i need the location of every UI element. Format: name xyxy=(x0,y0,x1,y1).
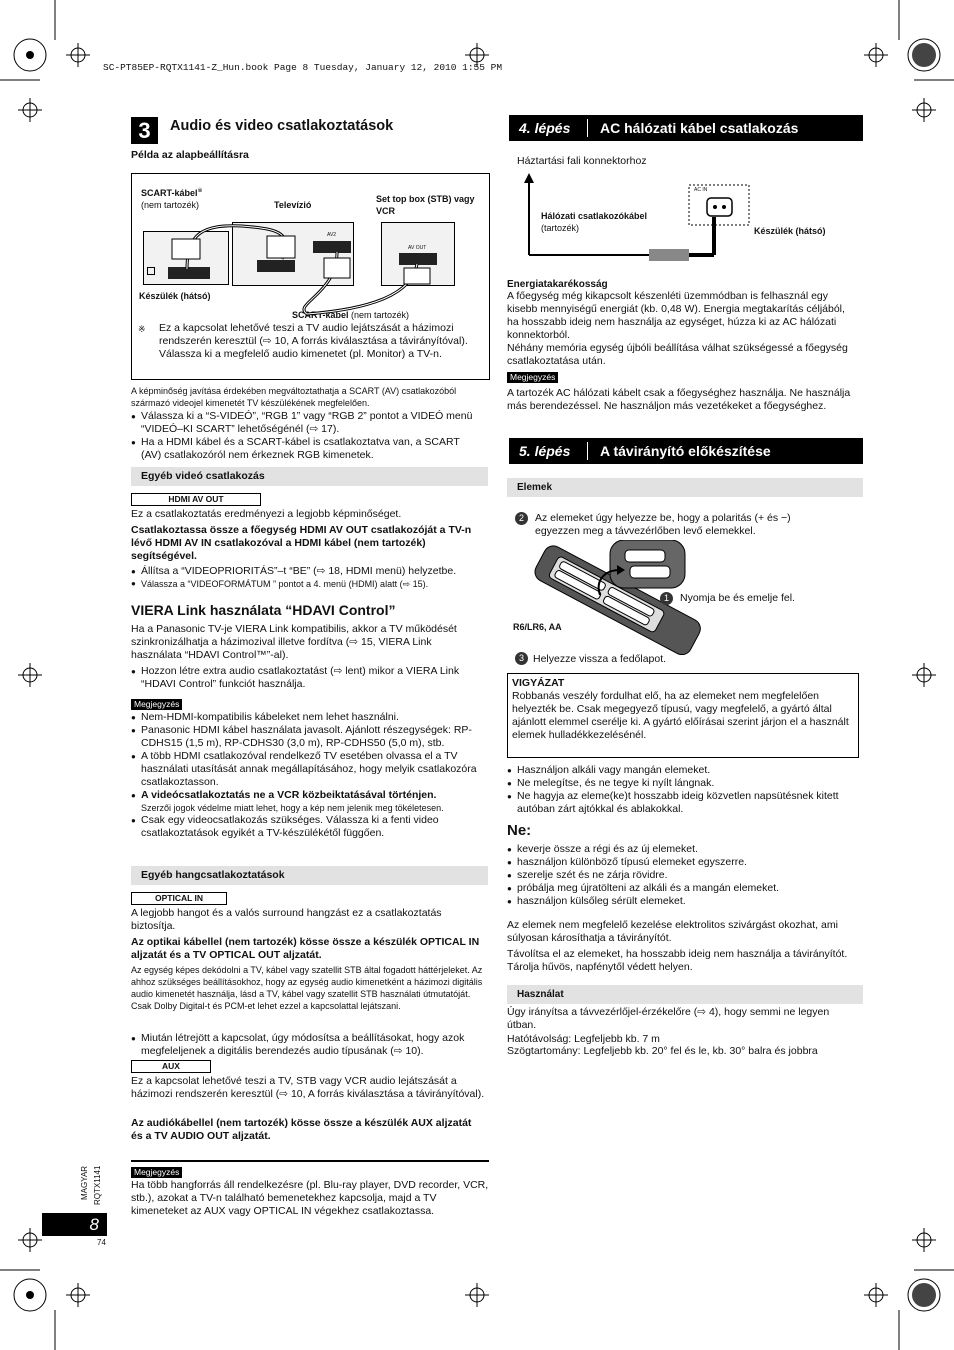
scart-cable-label: SCART-kábel xyxy=(141,188,198,198)
note-item: ● Panasonic HDMI kábel használata javasolt. Ajánlott részegységek: RP-CDHS15 (1,5 m), RP-CDHS30 (3,0 m), RP-CDHS50 (5,0 m), stb. xyxy=(131,724,489,750)
ne-bullet: ● keverje össze a régi és az új elemeket. xyxy=(507,843,863,856)
bullet-hdmi-scart: ● Ha a HDMI kábel és a SCART-kábel is csatlakoztatva van, a SCART (AV) csatlakozóról nem érkeznek RGB kimenetek. xyxy=(131,436,476,462)
side-code: RQTX1141 xyxy=(93,1165,102,1205)
range-text: Hatótávolság: Legfeljebb kb. 7 m xyxy=(507,1033,660,1045)
step5-title: A távirányító előkészítése xyxy=(600,443,771,459)
step4-label: 4. lépés xyxy=(519,120,571,136)
step4-header xyxy=(509,115,863,141)
other-audio-bar: Egyéb hangcsatlakoztatások xyxy=(131,866,488,885)
page-number: 8 xyxy=(42,1213,107,1236)
bullets-1 xyxy=(131,410,476,462)
viera-bullet: ● Hozzon létre extra audio csatlakoztatást (⇨ lent) mikor a VIERA Link “HDAVI Control” funkciót használja. xyxy=(131,665,486,691)
step1-num: 1 xyxy=(660,592,673,605)
optical-bold: Az optikai kábellel (nem tartozék) kösse össze a készülék OPTICAL IN aljzatát és a TV OPTICAL OUT aljzatát. xyxy=(131,936,480,961)
remote-battery-illustration xyxy=(525,540,705,655)
ne-title: Ne: xyxy=(507,822,532,839)
stb-label: Set top box (STB) vagy VCR xyxy=(376,194,475,216)
other-video-bar: Egyéb videó csatlakozás xyxy=(131,467,488,486)
section-title: Audio és video csatlakoztatások xyxy=(170,118,394,134)
hdmi-text: Ez a csatlakoztatás eredményezi a legjobb képminőséget. xyxy=(131,508,402,520)
viera-title: VIERA Link használata “HDAVI Control” xyxy=(131,602,396,618)
usage-bar: Használat xyxy=(507,985,863,1004)
note-item-small: Szerzői jogok védelme miatt lehet, hogy a kép nem jelenik meg tökéletesen. xyxy=(141,803,444,813)
caution-title: VIGYÁZAT xyxy=(512,677,565,689)
note-item: ● A több HDMI csatlakozóval rendelkező TV esetében olvassa el a TV használati utasítását annak megállapításához, hogy melyik csatlakozóra csatlakoztasson. xyxy=(131,750,489,789)
optical-text: A legjobb hangot és a valós surround hangzást ez a csatlakoztatás biztosítja. xyxy=(131,907,442,932)
battery-bullets xyxy=(507,764,863,816)
hdmi-bullet-1: ● Állítsa a “VIDEOPRIORITÁS”–t “BE” (⇨ 18, HDMI menü) helyzetbe. xyxy=(131,565,489,578)
footnote-mark: ※ xyxy=(138,324,146,334)
remove-text: Távolítsa el az elemeket, ha hosszabb ideig nem használja a távirányítót. Tárolja hűvös, napfénytől védett helyen. xyxy=(507,948,848,973)
small-note: A képminőség javítása érdekében megváltoztathatja a SCART (AV) csatlakozóból származó videojel kimenetét TV készülékének megfelelően. xyxy=(131,386,457,408)
not-included-label: (nem tartozék) xyxy=(141,200,200,210)
av-out-label: AV OUT xyxy=(408,245,427,251)
step5-header xyxy=(509,438,863,464)
footnote-text: Ez a kapcsolat lehetővé teszi a TV audio lejátszását a házimozi rendszerén keresztül (⇨ 10, A forrás kiválasztása a távirányítóval). Válassza ki a megfelelő audio kimenetet (pl. Monitor) a TV-n. xyxy=(159,322,468,360)
ne-bullet: ● használjon külsőleg sérült elemeket. xyxy=(507,895,863,908)
note-item: ● Nem-HDMI-kompatibilis kábeleket nem lehet használni. xyxy=(131,711,489,724)
av2-label: AV2 xyxy=(327,232,337,238)
aux-bold: Az audiókábellel (nem tartozék) kösse össze a készülék AUX aljzatát és a TV AUDIO OUT aljzatát. xyxy=(131,1117,472,1142)
optical-bullet: ● Miután létrejött a kapcsolat, úgy módosítsa a beállításokat, hogy azok megfeleljenek a digitális berendezés audio típusának (⇨ 10). xyxy=(131,1032,489,1058)
ne-bullet: ● szerelje szét és ne zárja rövidre. xyxy=(507,869,863,882)
aux-text: Ez a kapcsolat lehetővé teszi a TV, STB vagy VCR audio lejátszását a házimozi rendszerén keresztül (⇨ 10, A forrás kiválasztása a távirányítóval). xyxy=(131,1075,485,1100)
bottom-rule xyxy=(131,1160,489,1162)
step-number-badge: 3 xyxy=(131,117,158,144)
ac-note: A tartozék AC hálózati kábelt csak a főegységhez használja. Ne használja más berendezéssel. Ne használjon más vezetékeket a főegységhez. xyxy=(507,387,851,412)
step2-num: 2 xyxy=(515,512,528,525)
note-item: ● Csak egy videocsatlakozás szükséges. Válassza ki a fenti video csatlakoztatások egyikét a TV-készülékétől függően. xyxy=(131,814,489,840)
step4-title: AC hálózati kábel csatlakozás xyxy=(600,120,799,136)
ac-in-label: AC IN xyxy=(694,187,708,193)
scart-cable2-note: (nem tartozék) xyxy=(348,310,410,320)
battery-bullet: ● Használjon alkáli vagy mangán elemeket. xyxy=(507,764,863,777)
note-tag-3: Megjegyzés xyxy=(507,372,558,383)
caution-text: Robbanás veszély fordulhat elő, ha az elemeket nem megfelelően helyezték be. Csak megegyező típusú, vagy megfelelő, a gyártó által ajánlott elemmel cserélje ki. A gyártó előírásai szerint járjon el a használt elemek hulladékkezelésénél. xyxy=(512,690,849,741)
battery-bullet: ● Ne melegítse, és ne tegye ki nyílt lángnak. xyxy=(507,777,863,790)
header-line: SC-PT85EP-RQTX1141-Z_Hun.book Page 8 Tuesday, January 12, 2010 1:55 PM xyxy=(103,62,503,73)
bottom-note: Ha több hangforrás áll rendelkezésre (pl. Blu-ray player, DVD recorder, VCR, stb.), azokat a TV-n található bemenetekhez kapcsolja, majd a TV kimeneteket az AUX vagy OPTICAL IN végekhez csatlakoztassa. xyxy=(131,1179,489,1217)
hdmi-av-out-tag: HDMI AV OUT xyxy=(131,493,261,506)
step5-label: 5. lépés xyxy=(519,443,571,459)
energy-title: Energiatakarékosság xyxy=(507,279,608,290)
step1-text: Nyomja be és emelje fel. xyxy=(680,592,795,604)
unit-rear-right: Készülék (hátsó) xyxy=(754,226,826,236)
step3-text: Helyezze vissza a fedőlapot. xyxy=(533,653,667,665)
unit-rear-label: Készülék (hátsó) xyxy=(139,291,211,301)
notes-list xyxy=(131,711,489,840)
side-lang: MAGYAR xyxy=(80,1165,89,1200)
page-small: 74 xyxy=(97,1238,106,1247)
note-tag-1: Megjegyzés xyxy=(131,699,182,710)
note-tag-2: Megjegyzés xyxy=(131,1167,182,1178)
aux-tag: AUX xyxy=(131,1060,211,1073)
wall-outlet-label: Háztartási fali konnektorhoz xyxy=(517,155,647,167)
power-cable-label: Hálózati csatlakozókábel xyxy=(541,211,648,221)
optical-in-tag: OPTICAL IN xyxy=(131,892,227,905)
example-label: Példa az alapbeállításra xyxy=(131,149,249,161)
battery-bullet: ● Ne hagyja az eleme(ke)t hosszabb ideig közvetlen napsütésnek kitett autóban zárt ajtókkal és ablakokkal. xyxy=(507,790,863,816)
tv-label: Televízió xyxy=(274,200,312,210)
battery-type: R6/LR6, AA xyxy=(513,622,562,632)
step3-num: 3 xyxy=(515,652,528,665)
scart-mark: ※ xyxy=(197,188,203,194)
hdmi-bold: Csatlakoztassa össze a főegység HDMI AV OUT csatlakozóját a TV-n lévő HDMI AV IN csatlakozóval a HDMI kábel (nem tartozék) segítségével. xyxy=(131,524,472,562)
hdmi-bullet-2: ● Válassza a “VIDEOFORMÁTUM ” pontot a 4. menü (HDMI) alatt (⇨ 15). xyxy=(131,578,489,590)
note-item-bold: ● A videócsatlakoztatás ne a VCR közbeiktatásával történjen. xyxy=(131,789,489,802)
caution-box xyxy=(507,673,859,758)
bullet-svideo: ● Válassza ki a “S-VIDEÓ”, “RGB 1” vagy “RGB 2” pontot a VIDEÓ menü “VIDEÓ–KI SCART” lehetőségénél (⇨ 17). xyxy=(131,410,476,436)
leak-text: Az elemek nem megfelelő kezelése elektrolitos szivárgást okozhat, ami súlyosan károsíthatja a távirányítót. xyxy=(507,919,838,944)
included-label: (tartozék) xyxy=(541,223,580,233)
ne-bullets xyxy=(507,843,863,908)
energy-text: A főegység még kikapcsolt készenléti üzemmódban is felhasznál egy kisebb mennyiségű energiát (kb. 0,48 W). Energia megtakarítás céljából, ha hosszabb ideig nem használja az egységet, húzza ki az AC hálózati konnektorból. xyxy=(507,290,845,341)
optical-small: Az egység képes dekódolni a TV, kábel vagy szatellit STB által fogadott háttérjeleket. Az ahhoz szükséges beállításokhoz, hogy az egység audio kimenetként a házimozi digitális audio kimenetét használja, lásd a TV, kábel vagy szatellit STB használati útmutatóját. Csak Dolby Digital-t és PCM-et lehet ezzel a kapcsolattal lejátszani. xyxy=(131,965,483,1011)
energy-text2: Néhány memória egység újbóli beállítása válhat szükségessé a főegység csatlakoztatása után. xyxy=(507,342,848,367)
scart-cable2-label: SCART-kábel xyxy=(292,310,349,320)
ne-bullet: ● próbálja meg újratölteni az alkáli és a mangán elemeket. xyxy=(507,882,863,895)
usage-text: Úgy irányítsa a távvezérlőjel-érzékelőre (⇨ 4), hogy semmi ne legyen útban. xyxy=(507,1006,830,1031)
step2-text: Az elemeket úgy helyezze be, hogy a polaritás (+ és −) egyezzen meg a távvezérlőben levő elemekkel. xyxy=(535,512,791,537)
ne-bullet: ● használjon különböző típusú elemeket egyszerre. xyxy=(507,856,863,869)
angle-text: Szögtartomány: Legfeljebb kb. 20° fel és le, kb. 30° balra és jobbra xyxy=(507,1045,818,1057)
batteries-bar: Elemek xyxy=(507,478,863,497)
viera-text: Ha a Panasonic TV-je VIERA Link kompatibilis, akkor a TV működését szinkronizálhatja a házimozival illetve fordítva (⇨ 15, VIERA Link használata “HDAVI Control™”-al). xyxy=(131,623,457,661)
